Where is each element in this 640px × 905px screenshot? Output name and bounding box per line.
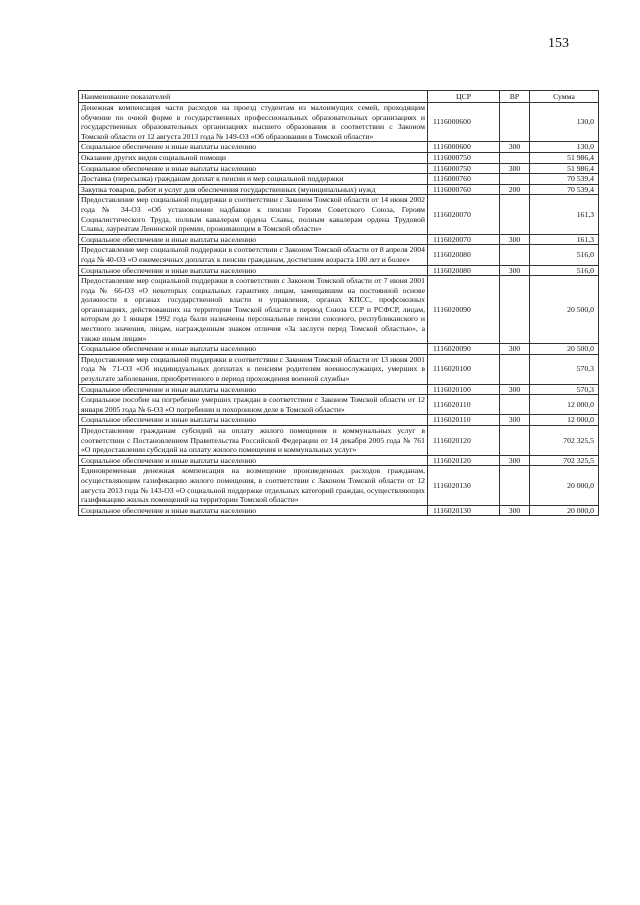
- row-sum: 20 000,0: [530, 505, 599, 516]
- row-name: Денежная компенсация части расходов на проезд студентам из малоимущих семей, проходящим обучение по очной форме в государственных профессиональных образовательных организациях и государственных образовательных организациях высшего образования в соответствии с Законом Томской области от 12 августа 2013 года № 149-ОЗ «Об образовании в Томской области»: [79, 103, 428, 142]
- table-body: [79, 103, 599, 516]
- row-vr: 300: [500, 384, 530, 395]
- row-csr: 1116020120: [428, 455, 500, 466]
- row-vr: [500, 245, 530, 265]
- row-csr: 1116020080: [428, 245, 500, 265]
- table-row: [79, 152, 599, 163]
- row-name: Социальное обеспечение и иные выплаты населению: [79, 455, 428, 466]
- table-row: [79, 415, 599, 426]
- row-csr: 1116020110: [428, 395, 500, 415]
- row-name: Социальное пособие на погребение умерших граждан в соответствии с Законом Томской области от 12 января 2005 года № 6-ОЗ «О погребении и похоронном деле в Томской области»: [79, 395, 428, 415]
- header-csr: ЦСР: [428, 91, 500, 103]
- row-sum: 702 325,5: [530, 455, 599, 466]
- row-name: Закупка товаров, работ и услуг для обеспечения государственных (муниципальных) нужд: [79, 184, 428, 195]
- row-vr: [500, 354, 530, 384]
- table-row: [79, 195, 599, 234]
- row-sum: 20 500,0: [530, 276, 599, 344]
- row-csr: 1116000600: [428, 142, 500, 153]
- table-row: [79, 142, 599, 153]
- row-sum: 70 539,4: [530, 184, 599, 195]
- row-vr: [500, 195, 530, 234]
- row-name: Предоставление гражданам субсидий на оплату жилого помещения и коммунальных услуг в соответствии с Постановлением Правительства Российской Федерации от 14 декабря 2005 года № 761 «О предоставлении субсидий на оплату жилого помещения и коммунальных услуг»: [79, 426, 428, 456]
- table-row: [79, 344, 599, 355]
- row-sum: 12 000,0: [530, 395, 599, 415]
- row-csr: 1116020110: [428, 415, 500, 426]
- row-name: Предоставление мер социальной поддержки в соответствии с Законом Томской области от 13 июня 2001 года № 71-ОЗ «Об индивидуальных доплатах к пенсиям родителям военнослужащих, умерших в результате заболевания, приобретенного в период прохождения военной службы»: [79, 354, 428, 384]
- row-name: Социальное обеспечение и иные выплаты населению: [79, 163, 428, 174]
- table-row: [79, 234, 599, 245]
- row-csr: 1116000600: [428, 103, 500, 142]
- row-vr: [500, 103, 530, 142]
- row-csr: 1116020070: [428, 234, 500, 245]
- table-row: [79, 174, 599, 185]
- table-row: [79, 276, 599, 344]
- table-row: [79, 505, 599, 516]
- row-csr: 1116000750: [428, 152, 500, 163]
- row-vr: 200: [500, 184, 530, 195]
- row-name: Предоставление мер социальной поддержки в соответствии с Законом Томской области от 14 июня 2002 года № 34-ОЗ «Об установлении надбавки к пенсии Героям Советского Союза, Героям Социалистического Труда, полным кавалерам ордена Славы, полным кавалерам ордена Трудовой Славы, лауреатам Ленинской премии, проживающим в Томской области»: [79, 195, 428, 234]
- row-vr: [500, 152, 530, 163]
- row-vr: 300: [500, 455, 530, 466]
- row-sum: 570,3: [530, 384, 599, 395]
- row-name: Предоставление мер социальной поддержки в соответствии с Законом Томской области от 8 апреля 2004 года № 40-ОЗ «О ежемесячных доплатах к пенсии гражданам, достигшим возраста 100 лет и более»: [79, 245, 428, 265]
- row-csr: 1116020090: [428, 344, 500, 355]
- table-row: [79, 354, 599, 384]
- row-sum: 161,3: [530, 234, 599, 245]
- row-vr: 300: [500, 344, 530, 355]
- row-csr: 1116020090: [428, 276, 500, 344]
- table-row: [79, 103, 599, 142]
- table-row: [79, 395, 599, 415]
- row-name: Социальное обеспечение и иные выплаты населению: [79, 415, 428, 426]
- row-name: Социальное обеспечение и иные выплаты населению: [79, 265, 428, 276]
- row-csr: 1116020080: [428, 265, 500, 276]
- row-csr: 1116000760: [428, 184, 500, 195]
- row-vr: 300: [500, 142, 530, 153]
- row-sum: 702 325,5: [530, 426, 599, 456]
- table-row: [79, 466, 599, 505]
- row-csr: 1116000750: [428, 163, 500, 174]
- row-vr: [500, 426, 530, 456]
- row-sum: 70 539,4: [530, 174, 599, 185]
- row-csr: 1116020120: [428, 426, 500, 456]
- row-name: Социальное обеспечение и иные выплаты населению: [79, 344, 428, 355]
- row-sum: 20 500,0: [530, 344, 599, 355]
- table-header-row: [79, 91, 599, 103]
- row-csr: 1116020100: [428, 384, 500, 395]
- table-row: [79, 265, 599, 276]
- table-row: [79, 184, 599, 195]
- row-name: Доставка (пересылка) гражданам доплат к пенсии и мер социальной поддержки: [79, 174, 428, 185]
- header-sum: Сумма: [530, 91, 599, 103]
- row-name: Социальное обеспечение и иные выплаты населению: [79, 142, 428, 153]
- row-name: Социальное обеспечение и иные выплаты населению: [79, 234, 428, 245]
- row-name: Социальное обеспечение и иные выплаты населению: [79, 505, 428, 516]
- row-vr: [500, 276, 530, 344]
- header-vr: ВР: [500, 91, 530, 103]
- row-sum: 20 000,0: [530, 466, 599, 505]
- row-sum: 51 986,4: [530, 163, 599, 174]
- row-csr: 1116020130: [428, 466, 500, 505]
- budget-table: [78, 90, 599, 516]
- table-row: [79, 163, 599, 174]
- table-row: [79, 455, 599, 466]
- row-csr: 1116020130: [428, 505, 500, 516]
- row-name: Предоставление мер социальной поддержки в соответствии с Законом Томской области от 7 июня 2001 года № 66-ОЗ «О некоторых социальных гарантиях лицам, замещавшим на постоянной основе должности в органах государственной власти и управления, органах КПСС, профсоюзных организациях, действовавших на территории Томской области в период Союза ССР и РСФСР, лицам, которым до 1 января 1992 года были назначены персональные пенсии союзного, республиканского и местного значения, лицам, награжденным знаком отличия «За заслуги перед Томской областью», а также иным лицам»: [79, 276, 428, 344]
- row-vr: [500, 466, 530, 505]
- table-row: [79, 384, 599, 395]
- row-vr: 300: [500, 265, 530, 276]
- row-sum: 161,3: [530, 195, 599, 234]
- table-row: [79, 245, 599, 265]
- row-vr: [500, 395, 530, 415]
- page-number: 153: [548, 36, 569, 51]
- row-csr: 1116000760: [428, 174, 500, 185]
- row-csr: 1116020100: [428, 354, 500, 384]
- row-name: Единовременная денежная компенсация на возмещение произведенных расходов гражданам, осуществляющим газификацию жилого помещения, в соответствии с Законом Томской области от 12 августа 2013 года № 143-ОЗ «О социальной поддержке отдельных категорий граждан, осуществляющих газификацию жилых помещений на территории Томской области»: [79, 466, 428, 505]
- row-sum: 570,3: [530, 354, 599, 384]
- row-vr: 300: [500, 505, 530, 516]
- header-name: Наименование показателей: [79, 91, 428, 103]
- row-name: Социальное обеспечение и иные выплаты населению: [79, 384, 428, 395]
- row-vr: 300: [500, 234, 530, 245]
- row-vr: 300: [500, 163, 530, 174]
- row-sum: 12 000,0: [530, 415, 599, 426]
- row-sum: 516,0: [530, 245, 599, 265]
- row-name: Оказание других видов социальной помощи: [79, 152, 428, 163]
- row-sum: 130,0: [530, 103, 599, 142]
- row-sum: 516,0: [530, 265, 599, 276]
- row-vr: [500, 174, 530, 185]
- row-csr: 1116020070: [428, 195, 500, 234]
- row-vr: 300: [500, 415, 530, 426]
- row-sum: 51 986,4: [530, 152, 599, 163]
- row-sum: 130,0: [530, 142, 599, 153]
- table-row: [79, 426, 599, 456]
